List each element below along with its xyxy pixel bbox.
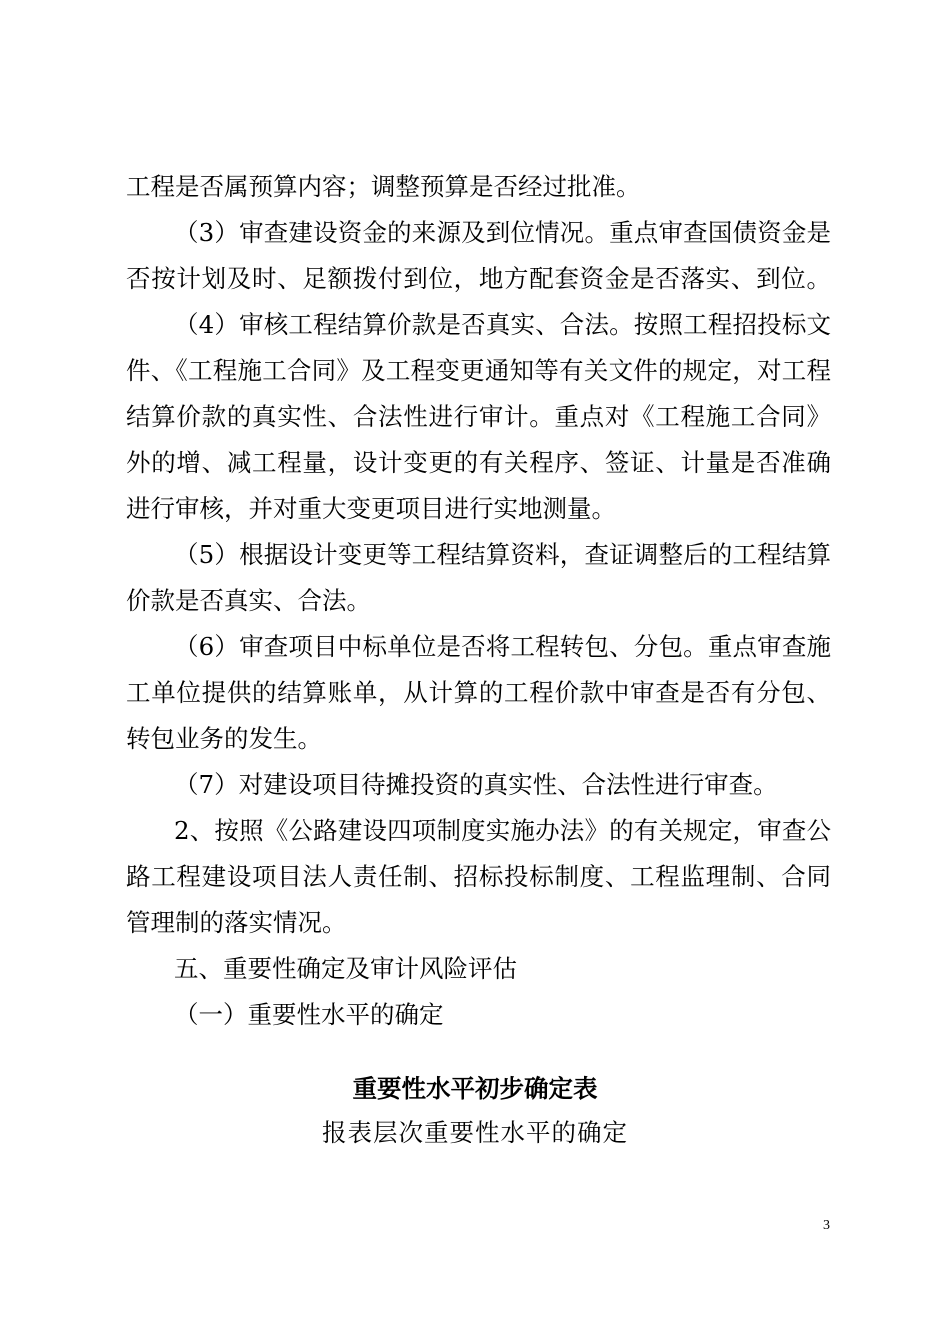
paragraph-line: 路工程建设项目法人责任制、招标投标制度、工程监理制、合同 [126,862,831,891]
paragraph-line: 件、《工程施工合同》及工程变更通知等有关文件的规定，对工程 [126,356,831,385]
paragraph-line: （3）审查建设资金的来源及到位情况。重点审查国债资金是 [174,218,831,247]
subsection-heading: （一）重要性水平的确定 [174,1000,444,1029]
paragraph-line: （6）审查项目中标单位是否将工程转包、分包。重点审查施 [174,632,831,661]
table-title: 重要性水平初步确定表 [352,1074,598,1103]
paragraph-line: 工单位提供的结算账单，从计算的工程价款中审查是否有分包、 [126,678,831,707]
table-subtitle: 报表层次重要性水平的确定 [322,1118,628,1147]
paragraph-line: 进行审核，并对重大变更项目进行实地测量。 [126,494,616,523]
paragraph-line: 管理制的落实情况。 [126,908,347,937]
paragraph-line: 2、按照《公路建设四项制度实施办法》的有关规定，审查公 [174,816,831,845]
paragraph-line: 转包业务的发生。 [126,724,322,753]
paragraph-line: 结算价款的真实性、合法性进行审计。重点对《工程施工合同》 [126,402,831,431]
page-number: 3 [823,1218,830,1233]
paragraph-line: （7）对建设项目待摊投资的真实性、合法性进行审查。 [174,770,778,799]
section-heading: 五、重要性确定及审计风险评估 [174,954,517,983]
paragraph-line: 工程是否属预算内容；调整预算是否经过批准。 [126,172,641,201]
paragraph-line: 否按计划及时、足额拨付到位，地方配套资金是否落实、到位。 [126,264,831,293]
paragraph-line: 价款是否真实、合法。 [126,586,371,615]
paragraph-line: （5）根据设计变更等工程结算资料，查证调整后的工程结算 [174,540,831,569]
paragraph-line: （4）审核工程结算价款是否真实、合法。按照工程招投标文 [174,310,831,339]
paragraph-line: 外的增、减工程量，设计变更的有关程序、签证、计量是否准确 [126,448,831,477]
